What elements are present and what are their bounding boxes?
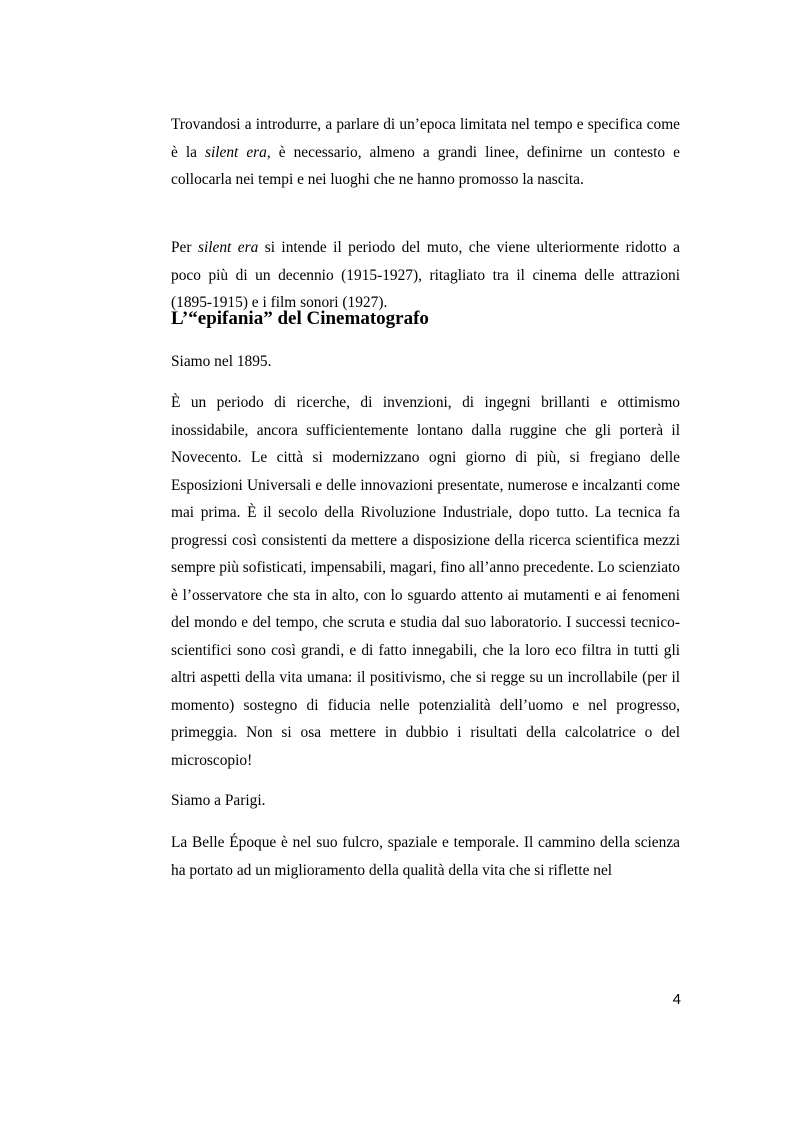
- paragraph-period: È un periodo di ricerche, di invenzioni, di ingegni brillanti e ottimismo inossidabile, ancora sufficientemente lontano dalla ruggine che gli porterà il Novecento. Le città si modernizzano ogni giorno di più, si fregiano delle Esposizioni Universali e delle innovazioni presentate, numerose e incalzanti come mai prima. È il secolo della Rivoluzione Industriale, dopo tutto. La tecnica fa progressi così consistenti da mettere a disposizione della ricerca scientifica mezzi sempre più sofisticati, impensabili, magari, fino all’anno precedente. Lo scienziato è l’osservatore che sta in alto, con lo sguardo attento ai mutamenti e ai fenomeni del mondo e del tempo, che scruta e studia dal suo laboratorio. I successi tecnico-scientifici sono così grandi, e di fatto innegabili, che la loro eco filtra in tutti gli altri aspetti della vita umana: il positivismo, che si regge su un incrollabile (per il momento) sostegno di fiducia nelle potenzialità dell’uomo e nel progresso, primeggia. Non si osa mettere in dubbio i risultati della calcolatrice o del microscopio!: [171, 394, 681, 769]
- paragraph-year: Siamo nel 1895.: [171, 353, 272, 370]
- paragraph-intro-text-a: Trovandosi a introdurre, a parlare di un’epoca limitata nel tempo e specifica come è la: [171, 116, 680, 161]
- paragraph-intro: [171, 111, 680, 194]
- paragraph-silent-era-italic: silent era: [197, 239, 259, 256]
- page-number: 4: [672, 991, 681, 1008]
- paragraph-paris: Siamo a Parigi.: [171, 792, 266, 809]
- paragraph-intro-italic: silent era: [204, 143, 267, 161]
- paragraph-silent-era-text-b: si intende il periodo del muto, che viene ulteriormente ridotto a poco più di un decennio (1915-1927), ritagliato tra il cinema delle attrazioni (1895-1915) e i film sonori (1927).: [171, 239, 680, 311]
- paragraph-silent-era-text-a: Per: [171, 239, 198, 256]
- paragraph-intro-text-b: , è necessario, almeno a grandi linee, definirne un contesto e collocarla nei tempi e nei luoghi che ne hanno promosso la nascita.: [171, 143, 680, 188]
- paragraph-silent-era: [171, 234, 680, 317]
- section-heading: L’“epifania” del Cinematografo: [171, 308, 429, 329]
- paragraph-belle-epoque: La Belle Époque è nel suo fulcro, spaziale e temporale. Il cammino della scienza ha portato ad un miglioramento della qualità della vita che si riflette nel: [171, 834, 680, 879]
